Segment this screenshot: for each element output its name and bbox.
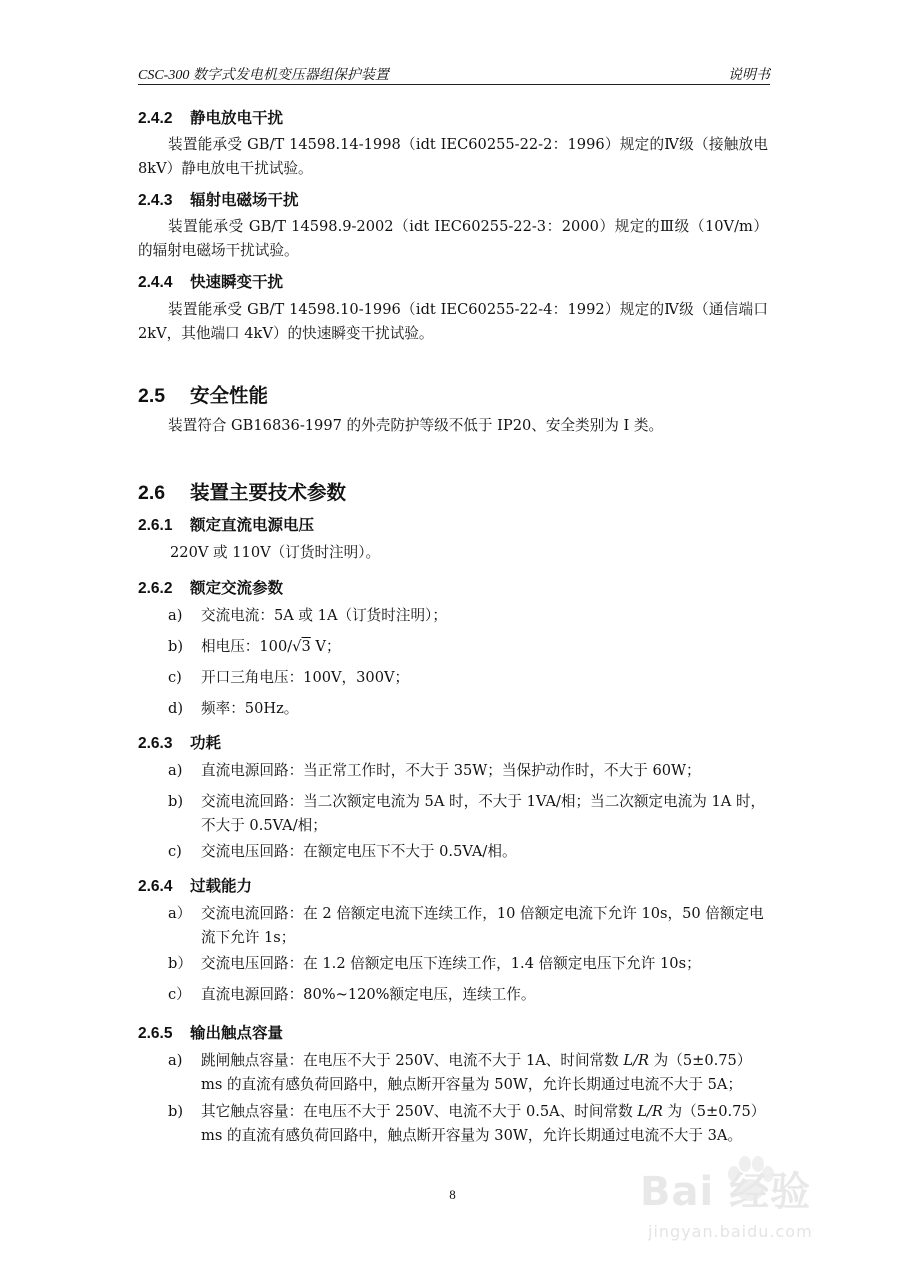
list-item xyxy=(168,666,772,690)
list-text xyxy=(201,635,772,659)
list-marker: b) xyxy=(168,1103,184,1120)
section-number: 2.6.1 xyxy=(138,517,173,534)
heading-2-6-2 xyxy=(138,576,283,598)
list-item xyxy=(168,759,772,783)
text-fragment: 跳闸触点容量：在电压不大于 250V、电流不大于 1A、时间常数 xyxy=(201,1052,624,1069)
page-number: 8 xyxy=(449,1187,456,1202)
list-text: 交流电流：5A 或 1A（订货时注明）； xyxy=(201,607,447,624)
heading-2-6 xyxy=(138,477,346,505)
list-item xyxy=(168,983,772,1007)
list-marker: c) xyxy=(168,843,182,860)
list-text: 交流电流回路：当二次额定电流为 5A 时，不大于 1VA/相；当二次额定电流为 1A 时，不大于 0.5VA/相； xyxy=(201,793,766,834)
text-fragment: V； xyxy=(310,638,341,655)
heading-2-4-4 xyxy=(138,270,283,292)
section-title: 辐射电磁场干扰 xyxy=(190,191,299,209)
section-number: 2.5 xyxy=(138,385,166,407)
list-text xyxy=(201,1049,772,1097)
running-header xyxy=(138,62,770,85)
section-title: 输出触点容量 xyxy=(190,1024,284,1042)
list-item xyxy=(168,1049,772,1097)
list-marker: a） xyxy=(168,905,192,922)
list-text xyxy=(201,1100,772,1148)
list-text: 开口三角电压：100V，300V； xyxy=(201,669,410,686)
paragraph-eft: 装置能承受 GB/T 14598.10-1996（idt IEC60255-22-4：1992）规定的Ⅳ级（通信端口 2kV，其他端口 4kV）的快速瞬变干扰试验。 xyxy=(138,301,768,342)
list-item xyxy=(168,902,772,950)
heading-2-6-5 xyxy=(138,1021,283,1043)
list-item xyxy=(168,790,772,838)
watermark-brand: Bai 经验 xyxy=(640,1169,812,1215)
list-marker: c） xyxy=(168,986,191,1003)
list-text: 交流电压回路：在 1.2 倍额定电压下连续工作，1.4 倍额定电压下允许 10s； xyxy=(201,955,701,972)
section-title: 安全性能 xyxy=(190,384,269,407)
text-fragment: 为（5±0.75）ms 的直流有感负荷回路中，触点断开容量为 50W，允许长期通过电流不大于 5A； xyxy=(201,1052,752,1093)
list-item xyxy=(168,604,772,628)
list-text: 直流电源回路：当正常工作时，不大于 35W；当保护动作时，不大于 60W； xyxy=(201,762,701,779)
list-item xyxy=(168,1100,772,1148)
section-number: 2.4.4 xyxy=(138,274,173,291)
list-marker: a) xyxy=(168,1052,183,1069)
text-fragment: 其它触点容量：在电压不大于 250V、电流不大于 0.5A、时间常数 xyxy=(201,1103,638,1120)
paragraph-radiated-emi: 装置能承受 GB/T 14598.9-2002（idt IEC60255-22-3：2000）规定的Ⅲ级（10V/m）的辐射电磁场干扰试验。 xyxy=(138,218,768,259)
section-number: 2.6.2 xyxy=(138,580,173,597)
section-title: 静电放电干扰 xyxy=(190,109,284,127)
heading-2-5 xyxy=(138,380,268,408)
section-title: 过载能力 xyxy=(190,877,253,895)
list-marker: b) xyxy=(168,638,184,655)
list-marker: a) xyxy=(168,607,183,624)
list-marker: c) xyxy=(168,669,182,686)
list-marker: b） xyxy=(168,955,192,972)
list-item xyxy=(168,840,772,864)
heading-2-4-3 xyxy=(138,188,299,210)
text-fragment: 相电压：100/ xyxy=(201,638,293,655)
list-text: 频率：50Hz。 xyxy=(201,700,299,717)
watermark xyxy=(630,1150,880,1260)
header-doc-type: 说明书 xyxy=(728,68,770,83)
heading-2-6-4 xyxy=(138,874,252,896)
formula-lr: L/R xyxy=(637,1103,663,1120)
section-number: 2.4.3 xyxy=(138,192,173,209)
paragraph-safety: 装置符合 GB16836-1997 的外壳防护等级不低于 IP20、安全类别为 I 类。 xyxy=(168,417,664,434)
section-title: 额定直流电源电压 xyxy=(190,516,315,534)
paragraph-dc-voltage: 220V 或 110V（订货时注明）。 xyxy=(170,544,381,561)
section-number: 2.6.5 xyxy=(138,1025,173,1042)
list-marker: a) xyxy=(168,762,183,779)
paragraph-esd: 装置能承受 GB/T 14598.14-1998（idt IEC60255-22-2：1996）规定的Ⅳ级（接触放电 8kV）静电放电干扰试验。 xyxy=(138,136,768,177)
text-fragment: 为（5±0.75）ms 的直流有感负荷回路中，触点断开容量为 30W，允许长期通过电流不大于 3A。 xyxy=(201,1103,766,1144)
section-number: 2.4.2 xyxy=(138,110,173,127)
sqrt-symbol: √3 xyxy=(292,638,311,655)
heading-2-6-3 xyxy=(138,731,221,753)
list-marker: b) xyxy=(168,793,184,810)
header-title: CSC-300 数字式发电机变压器组保护装置 xyxy=(138,68,389,83)
list-item xyxy=(168,697,772,721)
heading-2-6-1 xyxy=(138,513,314,535)
list-text: 直流电源回路：80%~120%额定电压，连续工作。 xyxy=(201,986,536,1003)
list-text: 交流电流回路：在 2 倍额定电流下连续工作，10 倍额定电流下允许 10s，50 倍额定电流下允许 1s； xyxy=(201,905,764,946)
list-item xyxy=(168,952,772,976)
list-item xyxy=(168,635,772,659)
heading-2-4-2 xyxy=(138,106,283,128)
watermark-url: jingyan.baidu.com xyxy=(648,1222,813,1241)
list-marker: d) xyxy=(168,700,184,717)
section-number: 2.6.4 xyxy=(138,878,173,895)
section-title: 快速瞬变干扰 xyxy=(190,273,284,291)
section-number: 2.6 xyxy=(138,482,166,504)
sqrt-radicand: 3 xyxy=(301,638,311,655)
section-title: 功耗 xyxy=(190,734,222,752)
list-text: 交流电压回路：在额定电压下不大于 0.5VA/相。 xyxy=(201,843,517,860)
section-title: 装置主要技术参数 xyxy=(190,481,347,504)
section-title: 额定交流参数 xyxy=(190,579,284,597)
formula-lr: L/R xyxy=(623,1052,649,1069)
section-number: 2.6.3 xyxy=(138,735,173,752)
